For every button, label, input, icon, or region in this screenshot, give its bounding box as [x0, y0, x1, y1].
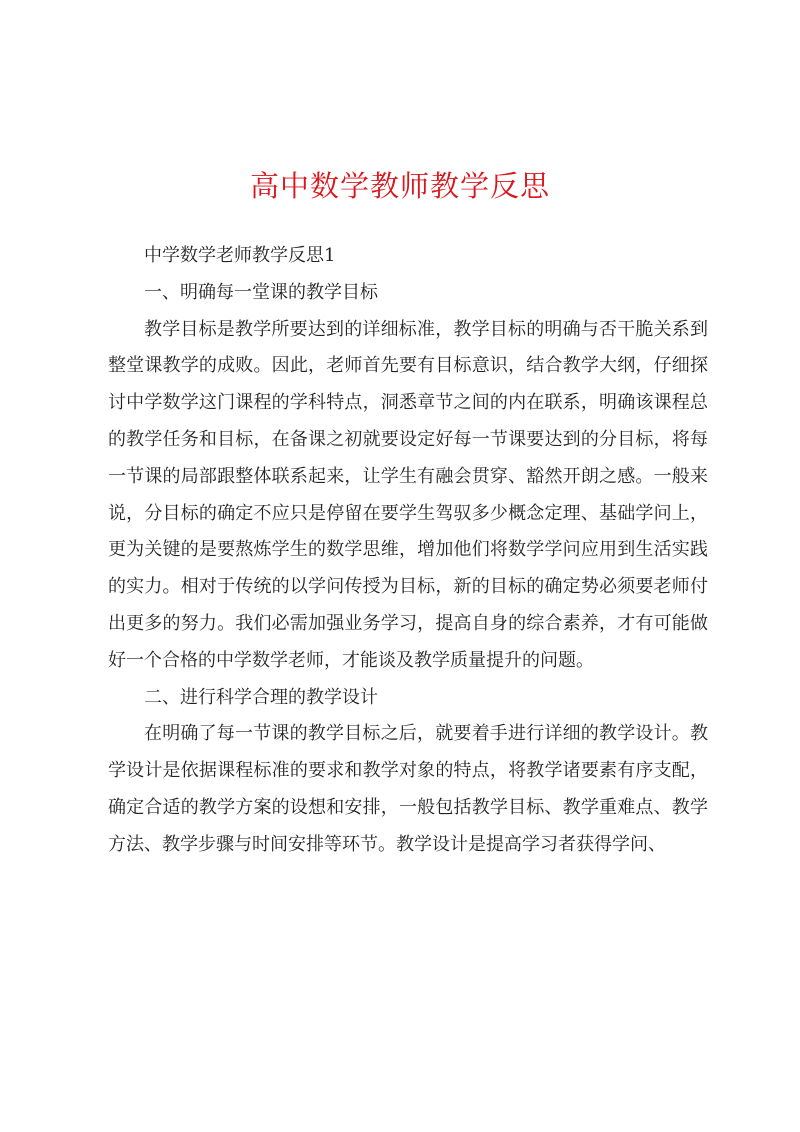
document-title: 高中数学教师教学反思: [249, 169, 550, 203]
subsection-heading: 一、明确每一堂课的教学目标: [144, 281, 378, 303]
subsection-heading: 二、进行科学合理的教学设计: [144, 686, 378, 708]
body-paragraph: 教学目标是教学所要达到的详细标准，教学目标的明确与否干脆关系到整堂课教学的成败。因此，老师首先要有目标意识，结合教学大纲，仔细探讨中学数学这门课程的学科特点，洞悉章节之间的内在联系，明确该课程总的教学任务和目标，在备课之初就要设定好每一节课要达到的分目标，将每一节课的局部跟整体联系起来，让学生有融会贯穿、豁然开朗之感。一般来说，分目标的确定不应只是停留在要学生驾驭多少概念定理、基础学问上，更为关键的是要熬炼学生的数学思维，增加他们将数学学问应用到生活实践的实力。相对于传统的以学问传授为目标，新的目标的确定势必须要老师付出更多的努力。我们必需加强业务学习，提高自身的综合素养，才有可能做好一个合格的中学数学老师，才能谈及教学质量提升的问题。: [108, 318, 708, 671]
body-paragraph: 在明确了每一节课的教学目标之后，就要着手进行详细的教学设计。教学设计是依据课程标准的要求和教学对象的特点，将教学诸要素有序支配，确定合适的教学方案的设想和安排，一般包括教学目标、教学重难点、教学方法、教学步骤与时间安排等环节。教学设计是提高学习者获得学问、: [108, 723, 708, 855]
section-heading: 中学数学老师教学反思1: [144, 245, 336, 266]
document-body: [108, 238, 708, 864]
